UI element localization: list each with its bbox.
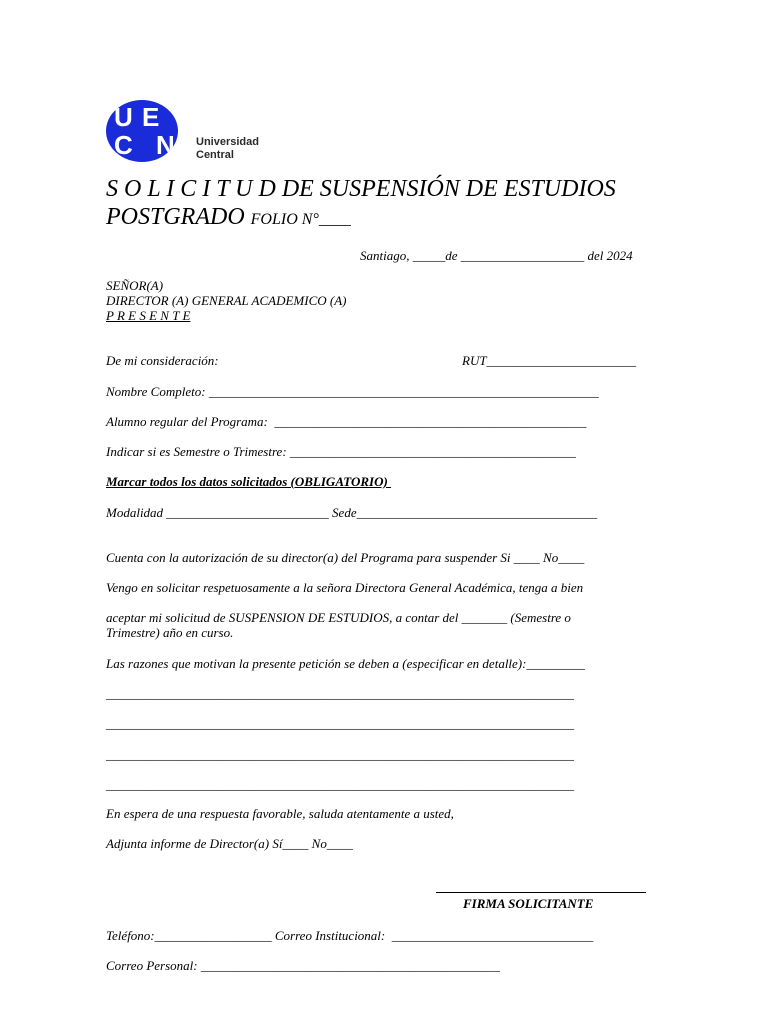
logo-circle [106,100,178,162]
logo-letter-u: U [114,102,133,132]
addressee-line1: SEÑOR(A) [106,278,164,293]
title-main: S O L I C I T U D DE SUSPENSIÓN DE ESTUDIOS POSTGRADO [106,176,616,230]
addressee-line2: DIRECTOR (A) GENERAL ACADEMICO (A) [106,293,347,308]
addressee-presente: P R E S E N T E [106,308,191,323]
logo-text-line1: Universidad [196,136,259,148]
telefono-correo-field[interactable]: Teléfono:__________________ Correo Institucional: _______________________________ [106,928,594,943]
razones-line[interactable]: Las razones que motivan la presente petición se deben a (especificar en detalle):_________ [106,656,585,671]
espera-line: En espera de una respuesta favorable, saluda atentamente a usted, [106,806,454,821]
obligatorio-notice: Marcar todos los datos solicitados (OBLIGATORIO) [106,474,392,489]
folio-number: FOLIO N°____ [250,211,351,228]
document-title [106,175,666,234]
logo-letter-c: C [114,130,133,160]
aceptar-line2: Trimestre) año en curso. [106,625,234,640]
adjunta-line[interactable]: Adjunta informe de Director(a) Sí____ No____ [106,836,353,851]
correo-personal-field[interactable]: Correo Personal: ______________________________________________ [106,958,500,973]
semestre-field[interactable]: Indicar si es Semestre o Trimestre: ____________________________________________ [106,444,576,459]
date-line: Santiago, _____de ___________________ del 2024 [360,248,633,263]
consideracion-label: De mi consideración: [106,353,219,368]
razones-blank-line-1[interactable]: ________________________________________________________________________ [106,686,574,701]
logo-text-line2: Central [196,149,234,161]
rut-field[interactable]: RUT_______________________ [462,353,637,368]
signature-label: FIRMA SOLICITANTE [463,896,594,911]
razones-blank-line-2[interactable]: ________________________________________________________________________ [106,716,574,731]
logo-letter-e: E [142,102,160,132]
aceptar-line1[interactable]: aceptar mi solicitud de SUSPENSION DE ESTUDIOS, a contar del _______ (Semestre o [106,610,571,625]
programa-field[interactable]: Alumno regular del Programa: ________________________________________________ [106,414,587,429]
vengo-line: Vengo en solicitar respetuosamente a la señora Directora General Académica, tenga a bien [106,580,584,595]
razones-blank-line-3[interactable]: ________________________________________________________________________ [106,747,574,762]
razones-blank-line-4[interactable]: ________________________________________________________________________ [106,777,574,792]
signature-line[interactable] [436,892,646,893]
logo-letter-n: N [156,130,175,160]
modalidad-sede-field[interactable]: Modalidad _________________________ Sede_____________________________________ [106,505,598,520]
university-logo [106,100,286,164]
nombre-field[interactable]: Nombre Completo: ____________________________________________________________ [106,384,599,399]
autorizacion-line[interactable]: Cuenta con la autorización de su director(a) del Programa para suspender Si ____ No____ [106,550,585,565]
